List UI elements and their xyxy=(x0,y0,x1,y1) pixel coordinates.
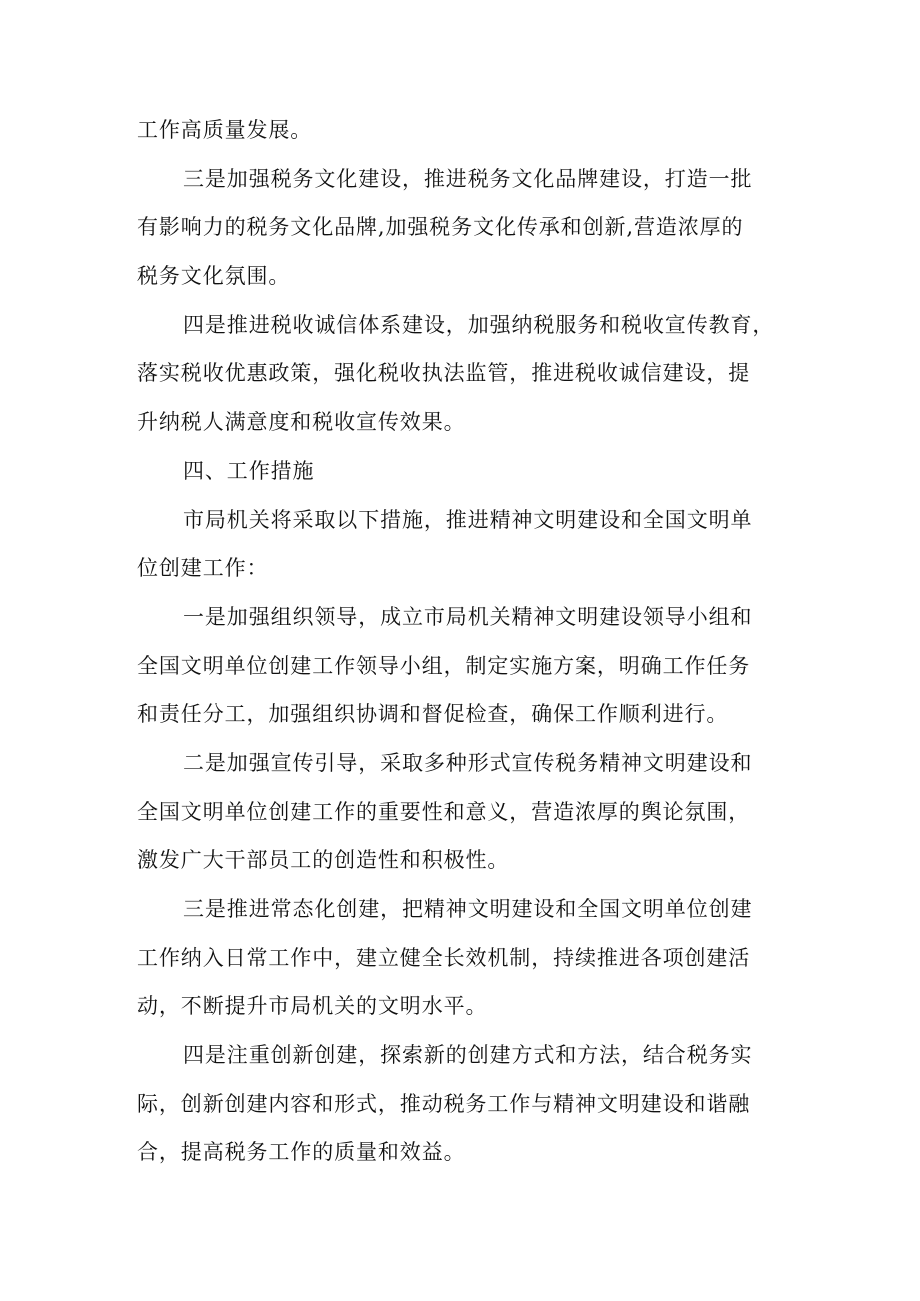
paragraph-line: 工作纳入日常工作中，建立健全长效机制，持续推进各项创建活 xyxy=(137,945,751,970)
paragraph-line: 有影响力的税务文化品牌,加强税务文化传承和创新,营造浓厚的 xyxy=(137,215,744,240)
paragraph-line: 三是推进常态化创建，把精神文明建设和全国文明单位创建 xyxy=(183,897,753,921)
paragraph-line: 激发广大干部员工的创造性和积极性。 xyxy=(137,848,510,873)
paragraph-line: 二是加强宣传引导，采取多种形式宣传税务精神文明建设和 xyxy=(183,750,753,775)
paragraph-line: 落实税收优惠政策，强化税收执法监管，推进税收诚信建设，提 xyxy=(137,361,751,386)
section-heading: 四、工作措施 xyxy=(183,458,315,483)
paragraph-line: 一是加强组织领导，成立市局机关精神文明建设领导小组和 xyxy=(183,604,753,629)
paragraph-line: 市局机关将采取以下措施，推进精神文明建设和全国文明单 xyxy=(183,507,753,532)
document-page xyxy=(137,106,789,1177)
paragraph-line: 动，不断提升市局机关的文明水平。 xyxy=(137,994,488,1019)
paragraph-line: 合，提高税务工作的质量和效益。 xyxy=(137,1140,466,1165)
paragraph-line: 三是加强税务文化建设，推进税务文化品牌建设，打造一批 xyxy=(183,166,753,191)
paragraph-line: 四是注重创新创建，探索新的创建方式和方法，结合税务实 xyxy=(183,1043,753,1068)
paragraph-line: 际，创新创建内容和形式，推动税务工作与精神文明建设和谐融 xyxy=(137,1091,751,1116)
paragraph-line: 升纳税人满意度和税收宣传效果。 xyxy=(137,410,466,435)
paragraph-line: 和责任分工，加强组织协调和督促检查，确保工作顺利进行。 xyxy=(137,702,729,727)
paragraph-line: 全国文明单位创建工作领导小组，制定实施方案，明确工作任务 xyxy=(137,653,751,678)
paragraph-line: 位创建工作： xyxy=(137,556,269,581)
paragraph-line: 税务文化氛围。 xyxy=(137,264,291,289)
paragraph-line: 工作高质量发展。 xyxy=(137,118,313,142)
paragraph-line: 四是推进税收诚信体系建设，加强纳税服务和税收宣传教育， xyxy=(183,312,775,337)
paragraph-line: 全国文明单位创建工作的重要性和意义，营造浓厚的舆论氛围， xyxy=(137,799,751,824)
